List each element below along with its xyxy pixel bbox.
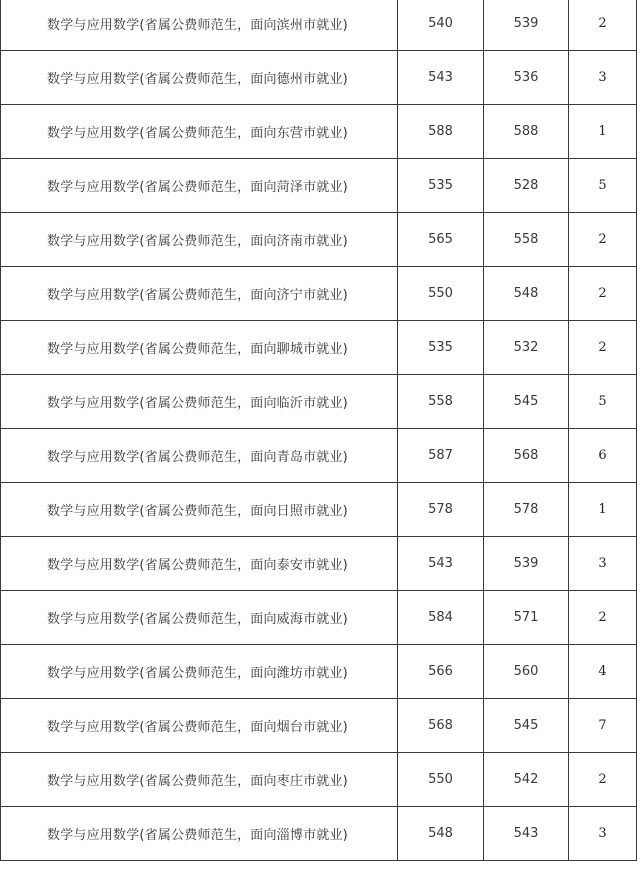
table-row — [1, 159, 637, 213]
major-cell: 数学与应用数学(省属公费师范生，面向烟台市就业) — [1, 699, 398, 753]
table-body — [1, 0, 637, 861]
max-score-cell: 540 — [398, 0, 484, 51]
table-row — [1, 105, 637, 159]
min-score-cell: 543 — [484, 807, 569, 861]
min-score-cell: 539 — [484, 537, 569, 591]
max-score-cell: 565 — [398, 213, 484, 267]
admitted-count-cell: 4 — [569, 645, 637, 699]
major-cell: 数学与应用数学(省属公费师范生，面向威海市就业) — [1, 591, 398, 645]
min-score-cell: 545 — [484, 375, 569, 429]
min-score-cell: 539 — [484, 0, 569, 51]
min-score-cell: 548 — [484, 267, 569, 321]
table-row — [1, 213, 637, 267]
major-cell: 数学与应用数学(省属公费师范生，面向济宁市就业) — [1, 267, 398, 321]
admitted-count-cell: 2 — [569, 753, 637, 807]
table-row — [1, 753, 637, 807]
max-score-cell: 550 — [398, 753, 484, 807]
admitted-count-cell: 5 — [569, 159, 637, 213]
min-score-cell: 536 — [484, 51, 569, 105]
min-score-cell: 558 — [484, 213, 569, 267]
major-cell: 数学与应用数学(省属公费师范生，面向临沂市就业) — [1, 375, 398, 429]
table-row — [1, 645, 637, 699]
table-row — [1, 51, 637, 105]
table-row — [1, 591, 637, 645]
table-row — [1, 807, 637, 861]
admitted-count-cell: 3 — [569, 807, 637, 861]
max-score-cell: 578 — [398, 483, 484, 537]
admitted-count-cell: 1 — [569, 105, 637, 159]
max-score-cell: 566 — [398, 645, 484, 699]
min-score-cell: 528 — [484, 159, 569, 213]
major-cell: 数学与应用数学(省属公费师范生，面向滨州市就业) — [1, 0, 398, 51]
major-cell: 数学与应用数学(省属公费师范生，面向德州市就业) — [1, 51, 398, 105]
max-score-cell: 584 — [398, 591, 484, 645]
max-score-cell: 550 — [398, 267, 484, 321]
min-score-cell: 571 — [484, 591, 569, 645]
min-score-cell: 588 — [484, 105, 569, 159]
admitted-count-cell: 1 — [569, 483, 637, 537]
max-score-cell: 587 — [398, 429, 484, 483]
major-cell: 数学与应用数学(省属公费师范生，面向泰安市就业) — [1, 537, 398, 591]
min-score-cell: 568 — [484, 429, 569, 483]
major-cell: 数学与应用数学(省属公费师范生，面向菏泽市就业) — [1, 159, 398, 213]
table-row — [1, 267, 637, 321]
max-score-cell: 543 — [398, 51, 484, 105]
admitted-count-cell: 2 — [569, 321, 637, 375]
admitted-count-cell: 2 — [569, 0, 637, 51]
major-cell: 数学与应用数学(省属公费师范生，面向淄博市就业) — [1, 807, 398, 861]
max-score-cell: 535 — [398, 321, 484, 375]
table-row — [1, 375, 637, 429]
max-score-cell: 588 — [398, 105, 484, 159]
major-cell: 数学与应用数学(省属公费师范生，面向青岛市就业) — [1, 429, 398, 483]
table-row — [1, 483, 637, 537]
admitted-count-cell: 5 — [569, 375, 637, 429]
major-cell: 数学与应用数学(省属公费师范生，面向济南市就业) — [1, 213, 398, 267]
table-row — [1, 537, 637, 591]
table-row — [1, 699, 637, 753]
table-row — [1, 429, 637, 483]
max-score-cell: 568 — [398, 699, 484, 753]
admitted-count-cell: 7 — [569, 699, 637, 753]
admitted-count-cell: 2 — [569, 591, 637, 645]
admitted-count-cell: 2 — [569, 213, 637, 267]
max-score-cell: 535 — [398, 159, 484, 213]
admitted-count-cell: 3 — [569, 537, 637, 591]
min-score-cell: 578 — [484, 483, 569, 537]
table-row — [1, 321, 637, 375]
max-score-cell: 548 — [398, 807, 484, 861]
major-cell: 数学与应用数学(省属公费师范生，面向枣庄市就业) — [1, 753, 398, 807]
major-cell: 数学与应用数学(省属公费师范生，面向东营市就业) — [1, 105, 398, 159]
min-score-cell: 560 — [484, 645, 569, 699]
min-score-cell: 545 — [484, 699, 569, 753]
max-score-cell: 558 — [398, 375, 484, 429]
admitted-count-cell: 2 — [569, 267, 637, 321]
admitted-count-cell: 3 — [569, 51, 637, 105]
major-cell: 数学与应用数学(省属公费师范生，面向聊城市就业) — [1, 321, 398, 375]
table-row — [1, 0, 637, 51]
major-cell: 数学与应用数学(省属公费师范生，面向日照市就业) — [1, 483, 398, 537]
min-score-cell: 532 — [484, 321, 569, 375]
admitted-count-cell: 6 — [569, 429, 637, 483]
max-score-cell: 543 — [398, 537, 484, 591]
major-cell: 数学与应用数学(省属公费师范生，面向潍坊市就业) — [1, 645, 398, 699]
min-score-cell: 542 — [484, 753, 569, 807]
